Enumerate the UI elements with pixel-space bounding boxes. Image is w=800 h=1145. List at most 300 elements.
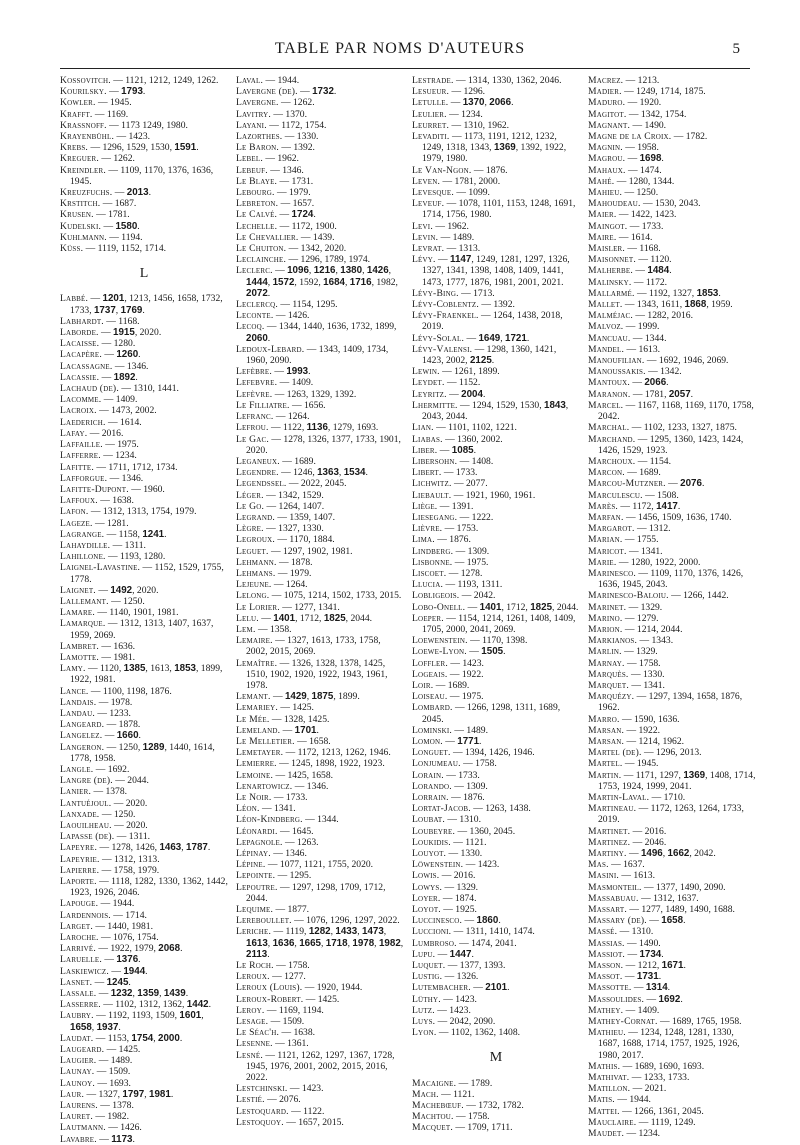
page-references: 1212, 1671. [637,960,686,972]
separator: — [437,500,452,512]
separator: — [264,321,279,333]
page-references: 1958. [637,142,659,154]
author-name: Launoy. [60,1077,95,1089]
separator: — [87,427,102,439]
page-references: 1423. [477,859,500,871]
author-name: Mahoudeau. [588,198,641,210]
separator: — [275,511,290,523]
index-entry [588,400,756,422]
author-name: Marculescu. [588,489,643,501]
index-entry [412,859,580,870]
index-entry [412,982,580,993]
page-references: 1309. [466,780,488,792]
page-references: 1409. [291,377,314,389]
page-references: 1171, 1297, 1369, 1408, 1714, 1753, 1924, 1999, 2041. [598,769,756,792]
page-references: 1638. [112,495,134,507]
index-entry [412,680,580,691]
page-references: 1613. [638,343,661,355]
author-name: Kreuzfuchs. [60,187,113,199]
author-name: Martin-Laval. [588,792,650,803]
author-name: Lisbonne. [412,556,453,568]
author-name: Lorando. [412,780,452,792]
index-entry [412,333,580,344]
separator: — [271,926,286,938]
index-entry [60,109,228,120]
separator: — [622,142,638,154]
separator: — [264,1004,279,1016]
author-name: Mathieu. [588,1027,626,1039]
author-name: Loubeyre. [412,825,456,837]
page-references: 1245, 1898, 1922, 1923. [291,758,385,770]
author-name: Massias. [588,937,625,949]
separator: — [631,276,646,288]
author-name: Laroche. [60,932,99,944]
index-entry [412,613,580,635]
author-name: Lemaire. [236,635,273,647]
separator: — [273,411,288,423]
author-name: Lahaydille. [60,539,111,551]
page-references: 2016. [453,870,476,882]
index-entry [412,478,580,489]
index-entry [60,999,228,1010]
separator: — [645,366,661,378]
index-entry [236,590,404,601]
author-name: Matis. [588,1094,615,1106]
page-references: 1172, 1213, 1262, 1946. [297,747,391,759]
separator: — [105,1122,121,1134]
separator: — [140,562,155,574]
index-entry [588,691,756,713]
separator: — [628,668,643,680]
author-name: Marcou-Mutzner. [588,478,666,490]
author-name: Lageze. [60,517,93,529]
index-entry [588,546,756,557]
separator: — [622,612,637,624]
author-name: Le Mée. [236,713,270,725]
page-references: 2046. [644,836,667,848]
index-entry [60,327,228,338]
page-references: 1264. [285,579,308,591]
author-name: Lamare. [60,607,95,619]
author-name: Mach. [412,1088,439,1100]
separator: — [446,388,462,400]
separator: — [269,713,284,725]
separator: — [624,467,640,479]
index-entry [412,1111,580,1122]
author-name: Langle. [60,763,94,775]
index-entry [588,859,756,870]
separator: — [291,915,307,927]
page-references: 1266, 1298, 1311, 1689, 2045. [422,702,561,725]
page-references: 1978. [110,696,133,708]
index-entry [588,758,756,769]
page-references: 1119, 1282, 1433, 1473, 1613, 1636, 1665, 1718, 1978, 1982, 2113. [246,926,404,960]
index-entry [236,310,404,321]
index-entry [236,635,404,657]
separator: — [448,792,464,803]
page-references: 1758, 1979. [113,864,160,876]
index-entry [588,355,756,366]
index-entry [236,75,404,86]
separator: — [452,1122,468,1134]
page-references: 1440, 1981. [107,920,153,932]
separator: — [94,607,110,619]
separator: — [95,943,111,955]
index-entry [588,344,756,355]
index-entry [236,165,404,176]
separator: — [96,696,111,708]
index-entry [412,232,580,243]
author-name: Massé. [588,926,618,938]
separator: — [277,702,293,714]
separator: — [449,119,464,131]
index-entry [412,198,580,220]
separator: — [282,836,297,848]
index-entry [412,792,580,803]
author-name: Lègre. [236,523,264,535]
author-name: Léger. [236,489,264,501]
index-entry [60,131,228,142]
separator: — [624,735,639,747]
separator: — [623,960,638,972]
index-entry [60,641,228,652]
author-name: Lominski. [412,724,453,736]
separator: — [105,164,121,176]
separator: — [626,848,641,860]
index-entry [60,1044,228,1055]
index-entry [236,1038,404,1049]
author-name: Lebeuf. [236,164,268,176]
separator: — [671,131,686,143]
separator: — [456,1077,471,1089]
page-references: 1789. [470,1077,493,1089]
page-references: 1944. [277,75,300,86]
page-references: 1194. [121,231,143,243]
separator: — [112,187,127,199]
index-entry [412,97,580,108]
author-name: Massot. [588,971,623,983]
index-entry [236,187,404,198]
index-entry [588,478,756,489]
page-references: 1689. [447,679,470,691]
author-name: Lallemant. [60,595,109,607]
index-entry [236,702,404,713]
index-entry [236,523,404,534]
author-name: Lamy. [60,663,86,675]
separator: — [451,926,466,938]
separator: — [450,747,466,759]
separator: — [617,926,632,938]
separator: — [99,640,114,652]
separator: — [272,265,288,277]
author-name: Magrou. [588,153,626,165]
separator: — [103,315,119,327]
separator: — [286,254,301,266]
separator: — [440,892,455,904]
page-references: 2042. [473,590,496,602]
author-name: Marinet. [588,601,627,613]
author-name: Massoulides. [588,993,645,1005]
index-entry [236,568,404,579]
index-entry [412,467,580,478]
index-entry [412,310,580,332]
page-references: 1692. [658,993,683,1005]
page-references: 1484. [647,265,672,277]
separator: — [620,1060,635,1072]
index-entry [60,518,228,529]
page-references: 1360, 2002. [457,433,503,445]
author-name: Lorrain. [412,792,449,803]
page-references: 1343. [651,635,674,647]
separator: — [273,960,289,972]
page-references: 1312, 1313. [114,853,160,865]
index-entry [60,198,228,209]
index-entry [236,490,404,501]
author-name: Legendre. [236,467,279,479]
index-entry [412,187,580,198]
separator: — [629,1072,644,1084]
author-name: Mathivat. [588,1072,630,1084]
separator: — [271,108,286,120]
separator: — [101,220,116,232]
page-references: 1102, 1233, 1327, 1875. [643,422,737,434]
index-entry [60,349,228,360]
author-name: Leclainche. [236,254,287,266]
author-name: Marian. [588,534,623,546]
author-name: Mallarmé. [588,287,635,299]
index-entry [588,512,756,523]
separator: — [446,848,461,860]
separator: — [100,450,116,462]
page-references: 1658. [661,915,686,927]
page-references: 1401, 1712, 1825, 2044. [479,601,579,613]
page-references: 1249, 1714, 1875. [636,86,706,98]
page-references: 1311, 1410, 1474. [465,926,535,938]
page-references: 1173, 1191, 1212, 1232, 1249, 1318, 1343, 1369, 1392, 1922, 1979, 1980. [422,131,567,165]
author-name: Lelu. [236,612,259,624]
index-entry [588,590,756,601]
index-column-2 [236,75,404,1128]
index-entry [588,389,756,400]
separator: — [635,567,651,579]
index-entry [236,613,404,624]
index-entry [236,882,404,904]
page-references: 1425, 1658. [287,769,334,781]
page-references: 1328, 1425. [283,713,330,725]
page-references: 1343, 1409, 1734, 1960, 2090. [246,343,389,367]
separator: — [642,489,658,501]
author-name: Madier. [588,86,622,98]
index-entry [412,299,580,310]
author-name: Landau. [60,707,95,719]
separator: — [99,853,115,865]
index-entry [588,209,756,220]
separator: — [110,539,125,551]
index-entry [412,456,580,467]
index-entry [412,848,580,859]
index-entry [588,109,756,120]
page-title: TABLE PAR NOMS D'AUTEURS [274,40,526,57]
author-name: Kudelski. [60,220,102,232]
separator: — [636,1116,651,1128]
index-entry [236,512,404,523]
index-entry [60,686,228,697]
separator: — [262,153,278,165]
author-name: Kourilsky. [60,86,107,98]
separator: — [273,904,288,916]
index-entry [412,1089,580,1100]
page-references: 1425. [292,702,314,714]
author-name: Lafay. [60,427,88,439]
separator: — [634,523,649,535]
index-entry [588,1061,756,1072]
page-references: 1878. [118,719,141,731]
index-entry [588,982,756,993]
separator: — [616,231,631,243]
index-entry [588,523,756,534]
page-references: 1118, 1282, 1330, 1362, 1442, 1923, 1926, 2046. [70,876,228,899]
page-references: 1359, 1407. [289,511,335,523]
index-entry [412,1100,580,1111]
separator: — [435,1016,450,1028]
page-references: 1147, 1249, 1281, 1297, 1326, 1327, 1341, 1398, 1408, 1409, 1441, 1473, 1777, 1876, 1981, 2001, 2021. [422,254,570,288]
index-entry [588,1027,756,1061]
index-entry [588,725,756,736]
index-entry [236,1106,404,1117]
author-name: Lévy-Coblentz. [412,299,479,311]
index-entry [236,926,404,960]
separator: — [97,1100,113,1112]
separator: — [277,299,293,311]
separator: — [278,142,294,154]
separator: — [275,534,290,546]
author-name: Maudet. [588,1128,625,1140]
author-name: Lavitry. [236,108,272,120]
separator: — [269,971,285,983]
author-name: Liège. [412,500,438,512]
page-references: 1280, 1922, 2000. [630,556,701,568]
page-references: 1222. [471,511,494,523]
index-entry [236,714,404,725]
author-name: Marion. [588,623,623,635]
index-entry [588,86,756,97]
index-entry [588,456,756,467]
index-entry [588,613,756,624]
author-name: Marfan. [588,511,624,523]
page-references: 1391. [451,500,474,512]
index-entry [412,523,580,534]
page-references: 1214, 2044. [636,623,683,635]
author-name: Lacassagne. [60,360,113,372]
author-name: Legendssel. [236,478,287,490]
page-references: 1733. [285,792,308,803]
author-name: Marsan. [588,735,625,747]
separator: — [99,808,114,820]
separator: — [302,814,318,826]
page-references: 1277, 1341. [294,601,340,613]
author-name: Magitot. [588,108,627,120]
index-entry [60,562,228,584]
page-references: 1245. [106,976,131,988]
page-references: 1153, 1754, 2000. [107,1032,183,1044]
separator: — [619,870,634,882]
page-references: 1075, 1214, 1502, 1733, 2015. [283,590,402,602]
author-name: Léon-Kindberg. [236,814,303,826]
index-entry [412,1122,580,1133]
separator: — [91,786,106,798]
index-entry [412,826,580,837]
page-references: 1329. [636,646,658,658]
separator: — [93,461,109,473]
separator: — [304,343,319,355]
page-references: 1310, 1441. [133,383,179,395]
page-references: 1172, 1754. [281,119,327,131]
separator: — [104,741,119,753]
page-references: 1154, 1214, 1261, 1408, 1409, 1705, 2000, 2041, 2069. [422,612,576,635]
separator: — [624,937,640,949]
index-column-1 [60,75,228,1145]
index-entry [412,445,580,456]
separator: — [278,97,293,109]
author-name: Massary (de). [588,915,647,927]
author-name: Lantuéjoul. [60,797,112,809]
separator: — [104,528,119,540]
separator: — [440,993,456,1005]
author-name: Margarot. [588,523,635,535]
index-entry [588,669,756,680]
page-references: 2021. [644,1083,667,1095]
author-name: Lefranc. [236,411,274,423]
index-entry [412,86,580,97]
separator: — [623,75,638,86]
index-entry [236,1117,404,1128]
author-name: Lepoutre. [236,881,278,893]
page-references: 1232, 1359, 1439. [110,988,189,1000]
page-references: 1657. [292,198,315,210]
index-entry [588,221,756,232]
separator: — [443,612,459,624]
page-references: 1758. [288,960,310,972]
separator: — [624,724,639,736]
page-references: 1960. [143,483,165,495]
author-name: Lévy-Solal. [412,332,465,344]
page-references: 1330. [296,131,319,143]
page-references: 1370. [285,108,307,120]
page-references: 1925. [455,904,477,916]
page-references: 1154, 1295. [292,299,338,311]
index-entry [60,775,228,786]
index-entry [60,663,228,685]
separator: — [626,904,642,916]
author-name: Lance. [60,685,89,697]
index-entry [236,501,404,512]
index-entry [236,691,404,702]
author-name: Lanier. [60,786,92,798]
page-references: 1429, 1875, 1899. [284,691,360,703]
index-entry [60,495,228,506]
author-name: Kowler. [60,97,96,109]
index-entry [236,344,404,366]
separator: — [263,523,279,535]
page-references: 1168. [639,243,661,255]
page-references: 1758. [638,657,661,669]
page-references: 1962. [277,153,299,165]
index-entry [60,708,228,719]
separator: — [277,825,292,837]
separator: — [631,982,646,994]
page-references: 1689. [294,455,316,467]
page-references: 1892. [113,371,138,383]
